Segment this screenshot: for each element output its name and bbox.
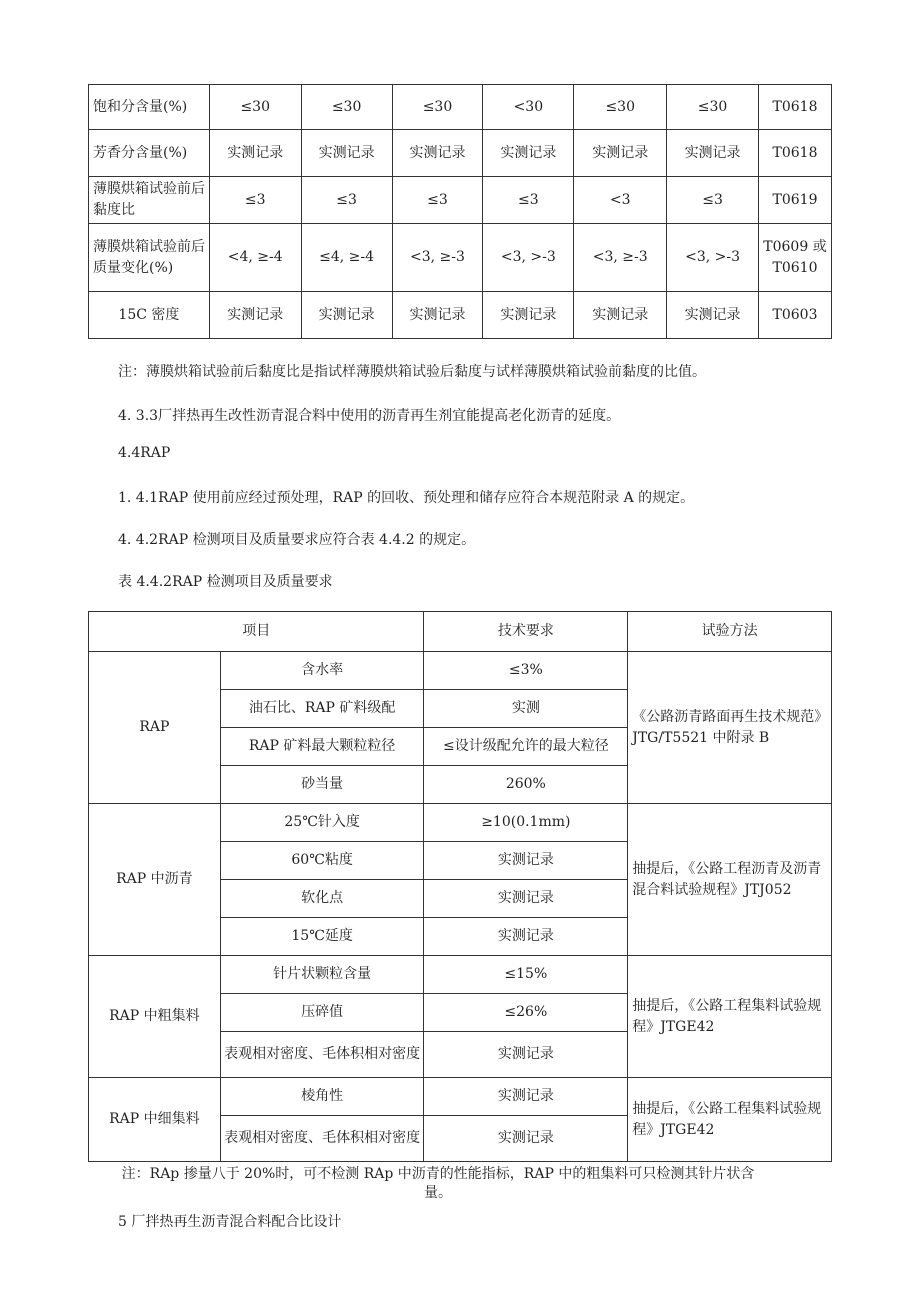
table-row: [89, 224, 832, 292]
paragraph-4-4-1: 1. 4.1RAP 使用前应经过预处理，RAP 的回收、预处理和储存应符合本规范附录 A 的规定。: [118, 490, 695, 506]
table-cell: 实测记录: [667, 292, 759, 339]
table-row: [89, 130, 832, 177]
row-label: 饱和分含量(%): [89, 85, 210, 130]
item-cell: 软化点: [220, 880, 424, 918]
table-cell: 实测记录: [392, 130, 483, 177]
requirement-cell: 实测记录: [424, 880, 628, 918]
table-row: [89, 292, 832, 339]
group-name: RAP 中粗集料: [89, 956, 221, 1078]
properties-table: [88, 84, 832, 339]
table-cell: 实测记录: [209, 292, 301, 339]
table-row: [89, 1078, 832, 1116]
item-cell: 棱角性: [220, 1078, 424, 1116]
item-cell: 油石比、RAP 矿料级配: [220, 690, 424, 728]
row-label: 薄膜烘箱试验前后质量变化(%): [89, 224, 210, 292]
item-cell: 表观相对密度、毛体积相对密度: [220, 1116, 424, 1162]
table-cell: <3, ≥-3: [392, 224, 483, 292]
item-cell: 压碎值: [220, 994, 424, 1032]
table-caption: 表 4.4.2RAP 检测项目及质量要求: [118, 574, 333, 590]
table-row: [89, 177, 832, 224]
table-cell: <3: [574, 177, 667, 224]
table-cell: <3, ≥-3: [574, 224, 667, 292]
row-label: 薄膜烘箱试验前后黏度比: [89, 177, 210, 224]
item-cell: 表观相对密度、毛体积相对密度: [220, 1032, 424, 1078]
section-heading-5: 5 厂拌热再生沥青混合料配合比设计: [118, 1214, 342, 1230]
header-method: 试验方法: [628, 612, 832, 652]
row-label: 芳香分含量(%): [89, 130, 210, 177]
header-item: 项目: [89, 612, 424, 652]
paragraph-4-3-3: 4. 3.3厂拌热再生改性沥青混合料中使用的沥青再生剂宜能提高老化沥青的延度。: [118, 408, 621, 424]
table-cell: 实测记录: [667, 130, 759, 177]
table-row: [89, 956, 832, 994]
item-cell: RAP 矿料最大颗粒粒径: [220, 728, 424, 766]
table-cell: 实测记录: [209, 130, 301, 177]
requirement-cell: 实测记录: [424, 1078, 628, 1116]
item-cell: 针片状颗粒含量: [220, 956, 424, 994]
item-cell: 25℃针入度: [220, 804, 424, 842]
requirement-cell: 实测记录: [424, 1032, 628, 1078]
table-cell: 实测记录: [483, 130, 574, 177]
test-method: T0603: [759, 292, 832, 339]
table-cell: 实测记录: [574, 292, 667, 339]
table-cell: ≤3: [301, 177, 392, 224]
requirement-cell: ≤26%: [424, 994, 628, 1032]
table-row: [89, 652, 832, 690]
requirement-cell: ≥10(0.1mm): [424, 804, 628, 842]
table-cell: 实测记录: [301, 130, 392, 177]
method-cell: 《公路沥青路面再生技术规范》JTG/T5521 中附录 B: [628, 652, 832, 804]
table-cell: ≤3: [209, 177, 301, 224]
paragraph-4-4-2: 4. 4.2RAP 检测项目及质量要求应符合表 4.4.2 的规定。: [118, 532, 476, 548]
item-cell: 含水率: [220, 652, 424, 690]
table-cell: 实测记录: [392, 292, 483, 339]
table-cell: ≤30: [301, 85, 392, 130]
table-cell: ≤3: [483, 177, 574, 224]
item-cell: 15℃延度: [220, 918, 424, 956]
table-cell: 实测记录: [574, 130, 667, 177]
table-cell: <4, ≥-4: [209, 224, 301, 292]
table-cell: <3, >-3: [483, 224, 574, 292]
table-cell: 实测记录: [301, 292, 392, 339]
table-cell: ≤3: [667, 177, 759, 224]
requirement-cell: ≤15%: [424, 956, 628, 994]
table-cell: ≤30: [392, 85, 483, 130]
test-method: T0618: [759, 130, 832, 177]
test-method: T0619: [759, 177, 832, 224]
group-name: RAP: [89, 652, 221, 804]
section-heading-4-4: 4.4RAP: [118, 445, 171, 461]
item-cell: 60℃粘度: [220, 842, 424, 880]
rap-requirements-table: [88, 611, 832, 1162]
requirement-cell: 实测: [424, 690, 628, 728]
rap-note: 注：RAp 掺量八于 20%时，可不检测 RAp 中沥青的性能指标，RAP 中的粗集料可只检测其针片状含量。: [121, 1166, 755, 1201]
table-cell: ≤3: [392, 177, 483, 224]
table-cell: <30: [483, 85, 574, 130]
group-name: RAP 中沥青: [89, 804, 221, 956]
requirement-cell: 260%: [424, 766, 628, 804]
table-cell: ≤4, ≥-4: [301, 224, 392, 292]
table-header-row: [89, 612, 832, 652]
method-cell: 抽提后，《公路工程沥青及沥青混合料试验规程》JTJ052: [628, 804, 832, 956]
table-cell: ≤30: [574, 85, 667, 130]
requirement-cell: ≤设计级配允许的最大粒径: [424, 728, 628, 766]
test-method: T0618: [759, 85, 832, 130]
requirement-cell: 实测记录: [424, 1116, 628, 1162]
method-cell: 抽提后，《公路工程集料试验规程》JTGE42: [628, 956, 832, 1078]
table-row: [89, 804, 832, 842]
table-cell: ≤30: [667, 85, 759, 130]
table-cell: ≤30: [209, 85, 301, 130]
requirement-cell: 实测记录: [424, 842, 628, 880]
table-note: 注：薄膜烘箱试验前后黏度比是指试样薄膜烘箱试验后黏度与试样薄膜烘箱试验前黏度的比值。: [118, 364, 706, 380]
table-cell: 实测记录: [483, 292, 574, 339]
method-cell: 抽提后，《公路工程集料试验规程》JTGE42: [628, 1078, 832, 1162]
requirement-cell: ≤3%: [424, 652, 628, 690]
item-cell: 砂当量: [220, 766, 424, 804]
test-method: T0609 或 T0610: [759, 224, 832, 292]
row-label: 15C 密度: [89, 292, 210, 339]
table-row: [89, 85, 832, 130]
group-name: RAP 中细集料: [89, 1078, 221, 1162]
header-requirement: 技术要求: [424, 612, 628, 652]
requirement-cell: 实测记录: [424, 918, 628, 956]
table-cell: <3, >-3: [667, 224, 759, 292]
